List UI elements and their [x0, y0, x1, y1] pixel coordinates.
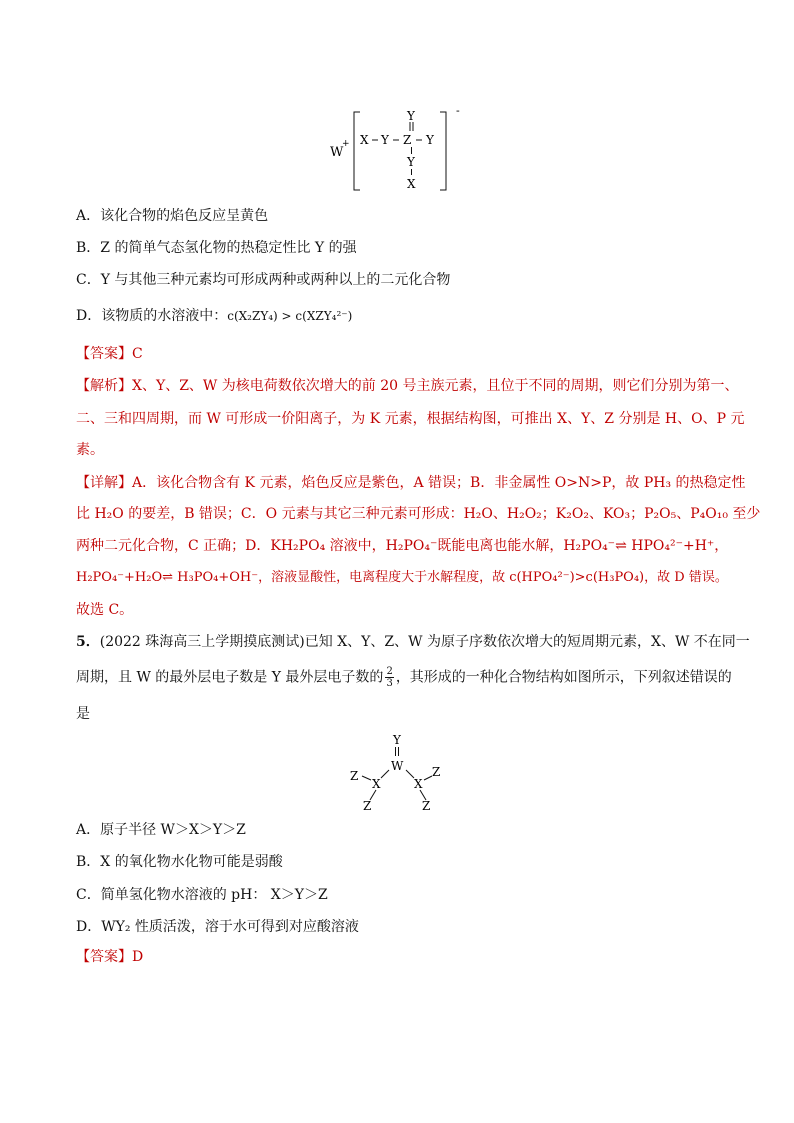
q4-atom-x-bottom: X: [407, 177, 416, 191]
q4-option-d-prefix: D．该物质的水溶液中：: [76, 308, 228, 324]
q4-option-a: A．该化合物的焰色反应呈黄色: [76, 208, 269, 224]
q4-atom-z: Z: [403, 133, 412, 147]
q5-atom-x-right: X: [414, 777, 423, 791]
q5-fraction-denominator: 3: [386, 678, 393, 689]
q4-answer: [76, 344, 143, 364]
q5-atom-z-4: Z: [422, 799, 431, 813]
q4-detail-label: 【详解】: [76, 475, 132, 491]
q4-right-bracket: [440, 112, 446, 190]
q4-atom-x1: X: [360, 133, 369, 147]
q4-detail-line-4: H₂PO₄⁻+H₂O⇌ H₃PO₄+OH⁻，溶液显酸性，电离程度大于水解程度，故 c(HPO₄²⁻)>c(H₃PO₄)，故 D 错误。: [76, 570, 728, 585]
q4-conclusion: 故选 C。: [76, 602, 134, 618]
q5-answer-label: 【答案】: [76, 949, 132, 965]
q4-analysis-line-2: 二、三和四周期，而 W 可形成一价阳离子，为 K 元素，根据结构图，可推出 X、Y、Z 分别是 H、O、P 元: [76, 411, 745, 427]
q4-detail-line-2: 比 H₂O 的要差，B 错误；C．O 元素与其它三种元素可形成：H₂O、H₂O₂；K₂O₂、KO₃；P₂O₅、P₄O₁₀ 至少: [76, 506, 761, 522]
q5-stem-line-2: [76, 666, 732, 689]
q4-analysis-label: 【解析】: [76, 378, 132, 394]
q5-fraction: [385, 666, 393, 689]
q4-detail-text-1: A．该化合物含有 K 元素，焰色反应是紫色，A 错误；B．非金属性 O>N>P，故 PH₃ 的热稳定性: [132, 475, 746, 491]
q5-atom-z-3: Z: [432, 765, 441, 779]
q5-fraction-numerator: 2: [386, 666, 393, 677]
q5-atom-w: W: [391, 759, 404, 773]
q5-stem-line-3: 是: [76, 706, 90, 722]
q4-atom-y2: Y: [426, 133, 434, 147]
q4-atom-y-top: Y: [407, 109, 415, 123]
q4-detail-line-3: 两种二元化合物，C 正确；D．KH₂PO₄ 溶液中，H₂PO₄⁻既能电离也能水解，H₂PO₄⁻⇌ HPO₄²⁻+H⁺，: [76, 538, 729, 554]
q5-stem-text-2a: 周期，且 W 的最外层电子数是 Y 最外层电子数的: [76, 669, 384, 686]
q5-stem-text-2b: ，其形成的一种化合物结构如图所示，下列叙述错误的: [395, 669, 732, 686]
q5-atom-z-2: Z: [363, 799, 372, 813]
q4-left-bracket: [354, 112, 360, 190]
q4-structure-diagram: [320, 100, 480, 196]
q4-answer-value: C: [132, 346, 143, 362]
q4-cation-charge: +: [342, 139, 350, 149]
q4-answer-label: 【答案】: [76, 346, 132, 362]
q4-analysis-line-1: [76, 376, 739, 396]
q5-atom-z-1: Z: [350, 769, 359, 783]
q4-option-d: [76, 306, 352, 326]
q5-structure-diagram: [344, 730, 454, 816]
q5-number: 5．: [76, 634, 100, 650]
q5-option-a: A．原子半径 W＞X＞Y＞Z: [76, 822, 246, 838]
q4-atom-y1: Y: [381, 133, 389, 147]
q5-answer-value: D: [132, 949, 144, 965]
q4-analysis-text-1: X、Y、Z、W 为核电荷数依次增大的前 20 号主族元素，且位于不同的周期，则它们分别为第一、: [132, 378, 739, 394]
q4-option-d-expression: c(X₂ZY₄) > c(XZY₄²⁻): [227, 309, 353, 323]
q4-option-c: C．Y 与其他三种元素均可形成两种或两种以上的二元化合物: [76, 272, 451, 288]
q4-anion-charge: -: [456, 104, 460, 117]
q5-option-d: D．WY₂ 性质活泼，溶于水可得到对应酸溶液: [76, 919, 359, 935]
q4-atom-y-below: Y: [407, 155, 415, 169]
q5-atom-x-left: X: [372, 777, 381, 791]
q4-detail-line-1: [76, 473, 746, 493]
q5-answer: [76, 947, 143, 967]
q4-cation: W: [330, 145, 344, 160]
q4-analysis-line-3: 素。: [76, 442, 104, 458]
q4-option-b: B．Z 的简单气态氢化物的热稳定性比 Y 的强: [76, 240, 357, 256]
q5-stem-line-1: [76, 632, 750, 652]
q5-option-c: C．简单氢化物水溶液的 pH： X＞Y＞Z: [76, 887, 328, 903]
q5-atom-y-top: Y: [393, 733, 401, 747]
q5-option-b: B．X 的氧化物水化物可能是弱酸: [76, 854, 283, 870]
q5-stem-text-1: (2022 珠海高三上学期摸底测试)已知 X、Y、Z、W 为原子序数依次增大的短周期元素，X、W 不在同一: [99, 634, 750, 650]
